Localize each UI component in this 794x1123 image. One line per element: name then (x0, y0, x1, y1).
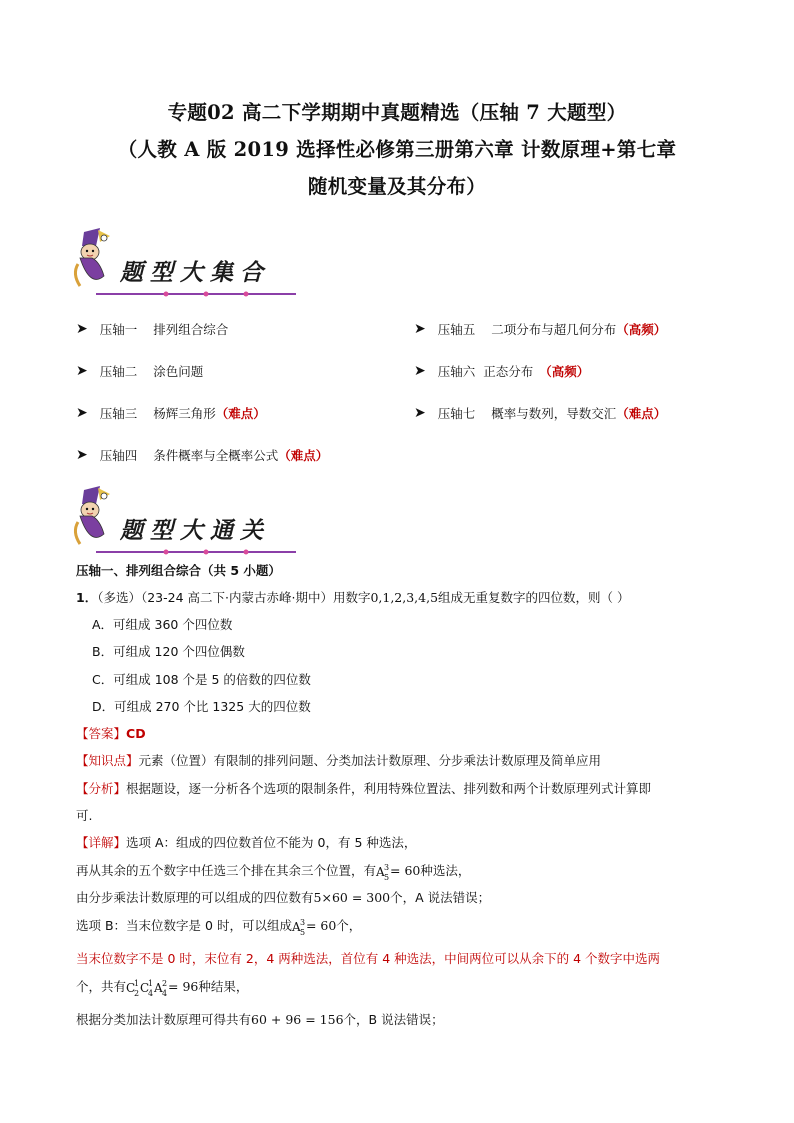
axis-tag: （难点） (278, 448, 329, 463)
detail-line-2 (76, 862, 470, 880)
arrow-bullet-icon: ➤ (76, 321, 88, 337)
question-stem-suffix: 组成无重复数字的四位数，则（ ） (438, 590, 630, 605)
axis-name: 压轴六 (437, 364, 476, 379)
document-title (60, 94, 734, 205)
analysis-line-1 (76, 780, 651, 798)
detail-text-2a: 再从其余的五个数字中任选三个排在其余三个位置，有 (76, 863, 377, 878)
detail-text-3b: 个，A 说法错误； (390, 890, 491, 905)
question-number: 1． (76, 590, 98, 605)
answer-label: 【答案】 (76, 726, 127, 741)
axis-name: 压轴一 (99, 322, 138, 337)
option-d: D．可组成 270 个比 1325 大的四位数 (92, 699, 311, 714)
axis-topic: 排列组合综合 (153, 322, 229, 337)
combination-expression: C 1 2 C 1 4 A 2 4 (126, 979, 168, 998)
detail-line-1 (76, 834, 416, 852)
detail-text-7a: 根据分类加法计数原理可得共有 (76, 1012, 252, 1027)
axis-topic: 杨辉三角形 (153, 406, 216, 421)
knowledge-label: 【知识点】 (76, 753, 139, 768)
detail-text-4b: = 60个， (305, 918, 362, 933)
answer-value: CD (126, 726, 146, 741)
detail-text-3a: 由分步乘法计数原理的可以组成的四位数有 (76, 890, 314, 905)
banner-question-collection (68, 228, 298, 300)
arrow-bullet-icon: ➤ (76, 447, 88, 463)
axis-name: 压轴七 (437, 406, 476, 421)
analysis-text-1: 根据题设，逐一分析各个选项的限制条件，利用特殊位置法、排列数和两个计数原理列式计算即 (126, 781, 652, 796)
banner-underline (96, 548, 296, 556)
axis-item-3 (76, 404, 266, 422)
banner-title: 题型大通关 (120, 517, 270, 544)
arrow-bullet-icon: ➤ (76, 405, 88, 421)
answer-line (76, 725, 146, 743)
wizard-mascot-icon (70, 228, 120, 294)
axis-name: 压轴二 (99, 364, 138, 379)
axis-item-4 (76, 446, 328, 464)
axis-item-6 (414, 362, 589, 380)
option-c: C．可组成 108 个是 5 的倍数的四位数 (92, 672, 311, 687)
arrow-bullet-icon: ➤ (76, 363, 88, 379)
axis-item-2 (76, 362, 203, 380)
detail-text-4a: 选项 B：当末位数字是 0 时，可以组成 (76, 918, 292, 933)
detail-line-7 (76, 1011, 444, 1029)
axis-tag: （难点） (215, 406, 266, 421)
title-line-1: 专题02 高二下学期期中真题精选（压轴 7 大题型） (167, 101, 627, 124)
title-line-2: （人教 A 版 2019 选择性必修第三册第六章 计数原理+第七章 (117, 138, 677, 161)
axis-topic: 正态分布 (483, 364, 534, 379)
axis-topic: 涂色问题 (153, 364, 204, 379)
axis-item-5 (414, 320, 666, 338)
option-a: A．可组成 360 个四位数 (92, 617, 233, 632)
detail-text-2b: = 60种选法， (390, 863, 471, 878)
section-title: 压轴一、排列组合综合（共 5 小题） (76, 563, 281, 578)
axis-name: 压轴三 (99, 406, 138, 421)
banner-question-pass (68, 486, 298, 558)
axis-tag: （难点） (616, 406, 667, 421)
question-stem (76, 589, 630, 607)
detail-label: 【详解】 (76, 835, 127, 850)
knowledge-line (76, 752, 601, 770)
axis-name: 压轴五 (437, 322, 476, 337)
axis-topic: 二项分布与超几何分布 (491, 322, 617, 337)
permutation-a-5-3-b: A 3 5 (291, 918, 306, 937)
axis-name: 压轴四 (99, 448, 138, 463)
axis-item-7 (414, 404, 666, 422)
axis-item-1 (76, 320, 228, 338)
detail-line-4 (76, 917, 361, 935)
knowledge-text: 元素（位置）有限制的排列问题、分类加法计数原理、分步乘法计数原理及简单应用 (138, 753, 602, 768)
analysis-label: 【分析】 (76, 781, 127, 796)
arrow-bullet-icon: ➤ (414, 363, 426, 379)
detail-math-7: 60 + 96 = 156 (251, 1012, 344, 1027)
axis-tag: （高频） (539, 364, 590, 379)
axis-topic: 条件概率与全概率公式 (153, 448, 279, 463)
detail-line-5: 当末位数字不是 0 时，末位有 2，4 两种选法，首位有 4 种选法，中间两位可以从余下的 4 个数字中选两 (76, 951, 661, 966)
detail-text-7b: 个，B 说法错误； (343, 1012, 444, 1027)
banner-underline (96, 290, 296, 298)
permutation-a-5-3: A 3 5 (376, 863, 390, 882)
title-line-3: 随机变量及其分布） (307, 175, 487, 198)
detail-text-6b: = 96种结果， (168, 979, 249, 994)
option-b: B．可组成 120 个四位偶数 (92, 644, 245, 659)
detail-text-1: 选项 A：组成的四位数首位不能为 0，有 5 种选法， (126, 835, 417, 850)
arrow-bullet-icon: ➤ (414, 405, 426, 421)
axis-tag: （高频） (616, 322, 667, 337)
axis-topic: 概率与数列，导数交汇 (491, 406, 617, 421)
question-digits: 0,1,2,3,4,5 (370, 590, 439, 605)
detail-line-3 (76, 889, 490, 907)
detail-math-3: 5×60 = 300 (313, 890, 391, 905)
banner-title: 题型大集合 (120, 259, 270, 286)
detail-text-6a: 个，共有 (76, 979, 127, 994)
wizard-mascot-icon (70, 486, 120, 552)
arrow-bullet-icon: ➤ (414, 321, 426, 337)
analysis-line-2: 可. (76, 808, 93, 823)
question-stem-prefix: （多选）（23-24 高二下·内蒙古赤峰·期中）用数字 (97, 590, 371, 605)
detail-line-6 (76, 978, 248, 996)
